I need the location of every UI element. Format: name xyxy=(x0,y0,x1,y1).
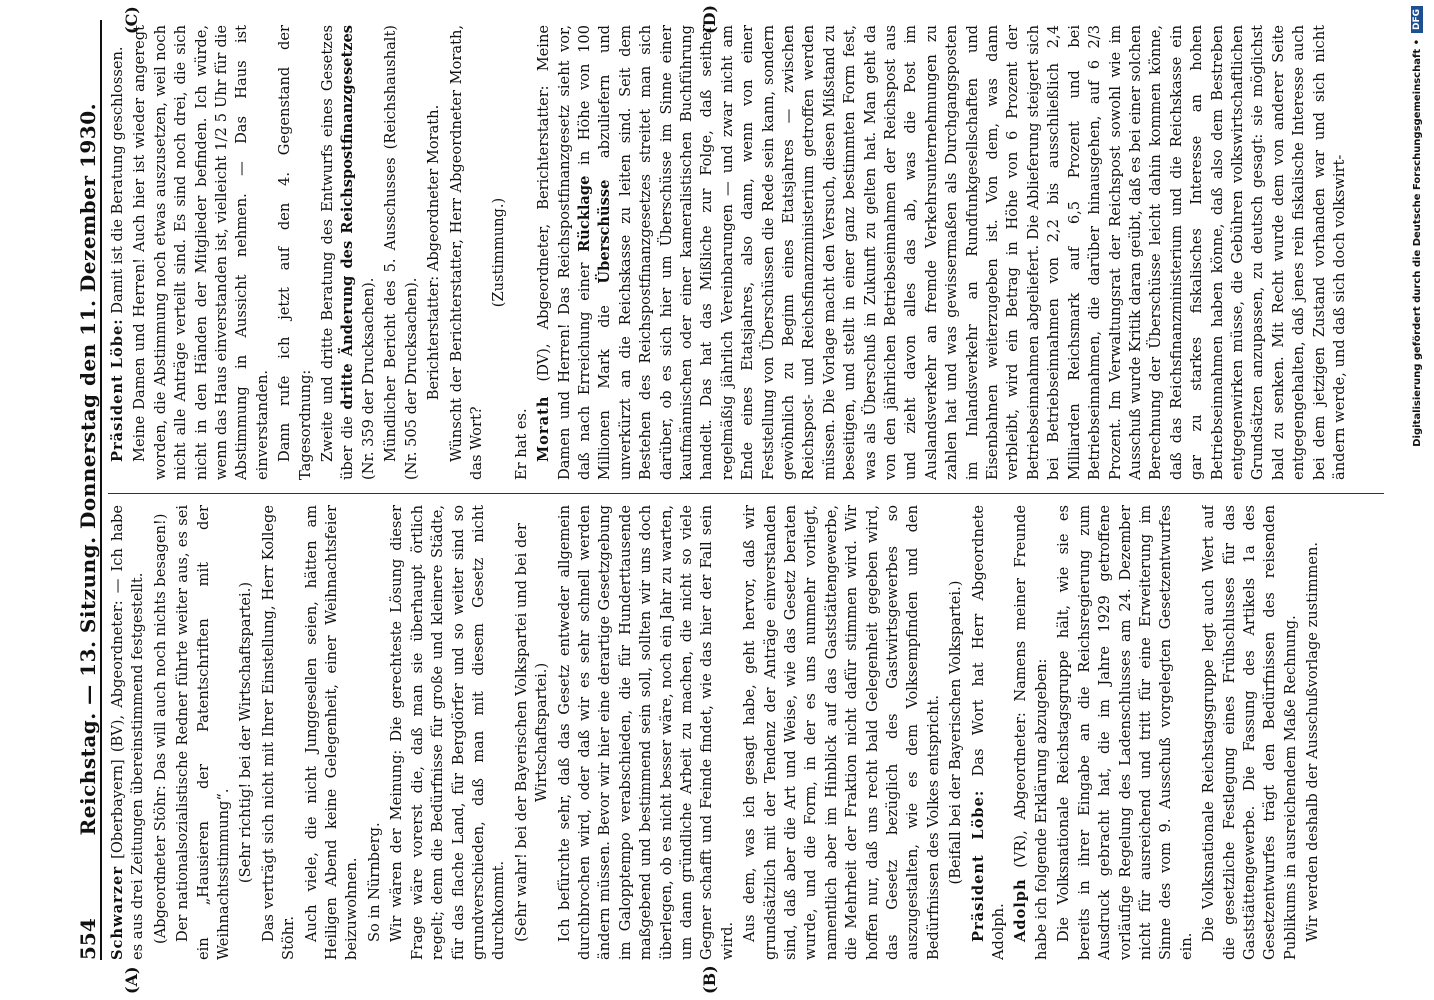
paragraph: So in Nürnberg. xyxy=(365,822,383,942)
page-title: Reichstag. — 13. Sitzung. Donnerstag den 11. Dezember 1930. xyxy=(76,102,100,836)
running-head xyxy=(64,20,102,960)
paragraph xyxy=(108,25,128,480)
agenda-text: Zweite und dritte Beratung des Entwurfs eines Gesetzes über die xyxy=(319,25,357,480)
paragraph xyxy=(534,25,1350,480)
paragraph xyxy=(1011,505,1052,960)
paragraph: Die Volksnationale Reichstagsgruppe legt auch Wert auf die gesetzliche Festlegung eines Frühschlusses für das Gaststättengewerbe. Die Fassung des Artikels 1a des Gesetzentwurfes trägt den Bedürfnissen des reisenden Publikums in ausreichendem Maße Rechnung. xyxy=(1200,505,1299,960)
paragraph: Der nationalsozialistische Redner führte weiter aus, es sei ein „Hausieren der Patentschriften mit der Weihnachtsstimmung“. xyxy=(174,505,233,960)
paragraph: Auch viele, die nicht Junggesellen seien, hätten am Heiligen Abend keine Gelegenheit, einer Weihnachtsfeier beizuwohnen. xyxy=(302,505,361,960)
paragraph-text: [Oberbayern] (BV), Abgeordneter: — Ich habe es aus drei Zeitungen übereinstimmend festgestellt. xyxy=(109,505,147,960)
speaker-name: Präsident Löbe: xyxy=(109,318,126,462)
margin-letter-d: (D) xyxy=(700,4,719,34)
dfg-logo: DFG xyxy=(1411,6,1423,33)
interjection: (Abgeordneter Stöhr: Das will auch noch nichts besagen!) xyxy=(151,513,169,944)
paragraph-text: in Höhe von 100 Millionen Mark die xyxy=(575,25,614,480)
paragraph: Wir werden deshalb der Ausschußvorlage zustimmen. xyxy=(1304,541,1322,942)
agenda-emphasis: dritte Änderung des Reichspostfinanzgesetzes xyxy=(339,25,357,410)
interjection: (Sehr wahr! bei der Bayerischen Volkspartei und bei der Wirtschaftspartei.) xyxy=(512,523,551,942)
margin-letter-b: (B) xyxy=(700,965,719,994)
paragraph: Dann rufe ich jetzt auf den 4. Gegenstand der Tagesordnung: xyxy=(276,25,314,480)
paragraph-text: (DV), Abgeordneter, Berichterstatter: Meine Damen und Herren! Das Reichspostfinanzgesetz sieht vor, daß nach Erreichung einer xyxy=(535,25,593,480)
margin-letter-c: (C) xyxy=(122,6,141,34)
emphasis: Rücklage xyxy=(575,175,593,252)
agenda-text: (Nr. 359 der Drucksachen). xyxy=(359,277,377,480)
paragraph xyxy=(108,505,149,960)
paragraph: Das verträgt sich nicht mit Ihrer Einstellung, Herr Kollege Stöhr. xyxy=(259,505,298,960)
interjection: (Beifall bei der Bayerischen Volkspartei.) xyxy=(947,580,965,885)
paragraph-text: Damit ist die Beratung geschlossen. xyxy=(109,46,126,319)
speaker-name: Adolph xyxy=(1012,878,1030,942)
paragraph: Aus dem, was ich gesagt habe, geht hervor, daß wir grundsätzlich mit der Tendenz der Anträge einverstanden sind, daß aber die Art und Weise, wie das Gesetz beraten wurde, und die Form, in der es uns nunmehr vorliegt, namentlich aber im Hinblick auf das Gaststättengewerbe, die Mehrheit der Fraktion nicht dafür stimmen wird. Wir hoffen nur, daß uns recht bald Gelegenheit gegeben wird, das Gesetz bezüglich des Gastwirtsgewerbes so auszugestalten, wie es dem Volksempfinden und den Bedürfnissen des Volkes entspricht. xyxy=(741,505,942,960)
rotated-page xyxy=(60,0,1400,1000)
page-number: 554 xyxy=(76,918,100,960)
paragraph: Ich befürchte sehr, daß das Gesetz entweder allgemein durchbrochen wird, oder daß wir es sehr schnell werden ändern müssen. Bevor wir hier eine derartige Gesetzgebung im Galopptempo verabschieden, die für Hunderttausende maßgebend und bestimmend sein soll, sollten wir uns doch überlegen, ob es nicht besser wäre, noch ein Jahr zu warten, um dann gründliche Arbeit zu machen, die nicht so viele Gegner schafft und Feinde findet, wie das hier der Fall sein wird. xyxy=(555,505,736,960)
paragraph: Wünscht der Berichterstatter, Herr Abgeordneter Morath, das Wort? xyxy=(447,25,485,480)
left-column xyxy=(108,505,1384,960)
paragraph-text: (VR), Abgeordneter: Namens meiner Freunde habe ich folgende Erklärung abzugeben: xyxy=(1012,505,1050,960)
speaker-name: Schwarzer xyxy=(109,865,126,960)
paragraph: Er hat es. xyxy=(512,408,530,480)
document-page xyxy=(60,0,1400,1000)
paragraph: Die Volksnationale Reichstagsgruppe hält, wie sie es bereits in ihrer Eingabe an die Reichsregierung zum Ausdruck gebracht hat, die im Jahre 1929 getroffene vorläufige Regelung des Ladenschlusses am 24. Dezember nicht für ausreichend und tritt für eine Erweiterung im Sinne des vom 9. Ausschuß vorgelegten Gesetzentwurfes ein. xyxy=(1055,505,1195,960)
agenda-item xyxy=(318,25,379,480)
paragraph-text: abzuliefern und unverkürzt an die Reichskasse zu leiten sind. Seit dem Bestehen des Reichspostfinanzgesetzes streitet man sich darüber, ob es sich hier um Überschüsse im Sinne einer kaufmännischen oder einer kameralistischen Buchführung handelt. Das hat das Mißliche zur Folge, daß seither regelmäßig jährlich Vereinbarungen — und zwar nicht am Ende eines Etatsjahres, also dann, wenn von einer Feststellung von Überschüssen die Rede sein kann, sondern gewöhnlich zu Beginn eines Etatsjahres — zwischen Reichspost- und Reichsfinanzministerium getroffen werden müssen. Die Vorlage macht den Versuch, diesen Mißstand zu beseitigen, und stellt in einer ganz bestimmten Form fest, was als Überschuß in Zukunft zu gelten hat. Man geht da von den jährlichen Betriebseinnahmen der Reichspost aus und zieht davon alles das ab, was die Post im Auslandsverkehr an fremde Verkehrsunternehmungen zu zahlen hat und was gewissermaßen als Durchgangsposten im Inlandsverkehr an Rundfunkgesellschaften und Eisenbahnen weiterzugeben ist. Von dem, was dann verbleibt, wird ein Betrag in Höhe von 6 Prozent der Betriebseinnahmen abgeliefert. Die Ablieferung steigert sich bei Betriebseinnahmen von 2,2 bis ausschließlich 2,4 Milliarden Reichsmark auf 6,5 Prozent und bei Betriebseinnahmen, die darüber hinausgehen, auf 6 2/3 Prozent. Im Verwaltungsrat der Reichspost sowohl wie im Ausschuß wurde Kritik daran geübt, daß es bei einer solchen Berechnung der Überschüsse leicht dahin kommen könne, daß das Reichsfinanzministerium und die Reichskasse ein gar zu starkes fiskalisches Interesse an hohen Betriebseinnahmen haben könne, daß also dem Bestreben entgegenwirken müsse, die Gebühren volkswirtschaftlichen Grundsätzen anzupassen, zu deutsch gesagt: sie möglichst bald zu senken. Mit Recht wurde dem von anderer Seite entgegengehalten, daß jenes rein fiskalische Interesse auch bei dem jetzigen Zustand vorhanden war und sich nicht ändern werde, und daß sich doch volkswirt- xyxy=(596,25,1348,480)
interjection: (Sehr richtig! bei der Wirtschaftspartei.) xyxy=(237,581,255,884)
paragraph: Berichterstatter: Abgeordneter Morath. xyxy=(425,104,443,401)
speaker-name: Morath xyxy=(535,395,553,462)
emphasis: Überschüsse xyxy=(596,179,614,284)
dfg-side-note xyxy=(1404,6,1430,996)
interjection: (Zustimmung.) xyxy=(490,197,508,308)
speaker-name: Präsident Löbe: xyxy=(969,789,987,942)
right-column xyxy=(108,25,1384,480)
paragraph: Wir wären der Meinung: Die gerechteste Lösung dieser Frage wäre vorerst die, daß man sie überhaupt örtlich regelt; denn die Bedürfnisse für große und kleinere Städte, für das flache Land, für Bergdörfer und so weiter sind so grundverschieden, daß man mit diesem Gesetz nicht durchkommt. xyxy=(388,505,508,960)
column-divider xyxy=(108,493,1384,494)
paragraph-text: Das Wort hat Herr Abgeordnete Adolph. xyxy=(969,505,1008,960)
paragraph: Mündlicher Bericht des 5. Ausschusses (Reichshaushalt) (Nr. 505 der Drucksachen). xyxy=(382,25,420,480)
paragraph: Meine Damen und Herren! Auch hier ist wieder angeregt worden, die Abstimmung noch etwas auszusetzen, weil noch nicht alle Anträge verteilt sind. Es sind noch drei, die sich nicht in den Händen der Mitglieder befinden. Ich würde, wenn das Haus einverstanden ist, vielleicht 1/2 5 Uhr für die Abstimmung in Aussicht nehmen. — Das Haus ist einverstanden. xyxy=(131,25,271,480)
paragraph xyxy=(969,505,1010,960)
dfg-note-text: Digitalisierung gefördert durch die Deutsche Forschungsgemeinschaft • xyxy=(1411,39,1423,447)
margin-letter-a: (A) xyxy=(122,966,141,994)
